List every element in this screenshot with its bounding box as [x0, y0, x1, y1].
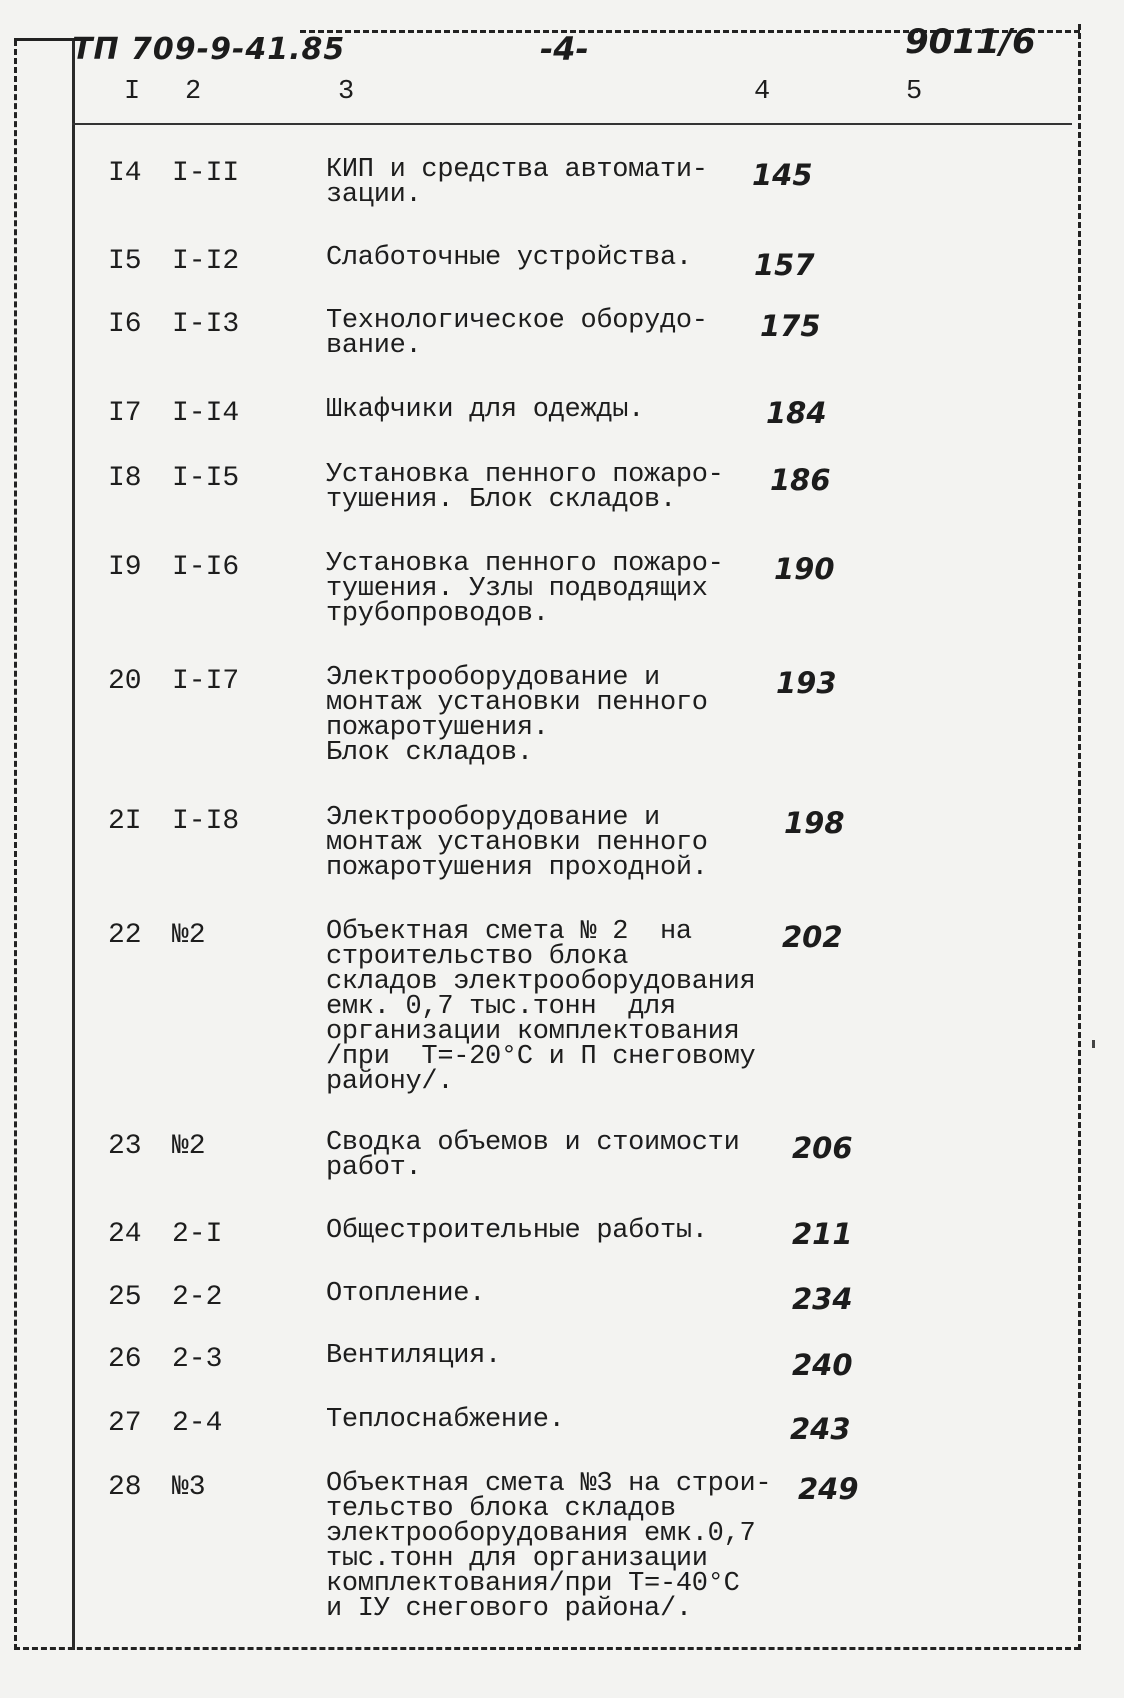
document-code: ТП 709-9-41.85 — [72, 32, 346, 67]
frame-top-border — [14, 38, 74, 41]
row-number: I6 — [108, 309, 142, 340]
row-description: Шкафчики для одежды. — [326, 395, 645, 425]
row-description: Технологическое оборудо- вание. — [326, 306, 708, 361]
row-description: КИП и средства автомати- зации. — [326, 155, 708, 210]
row-code: №2 — [172, 920, 206, 951]
header-rule — [72, 123, 1072, 125]
row-description: Электрооборудование и монтаж установки пенного пожаротушения. Блок складов. — [326, 663, 708, 768]
margin-mark — [1092, 1040, 1095, 1048]
row-code: I-I2 — [172, 246, 240, 277]
column-header-5: 5 — [906, 77, 923, 107]
row-number: 26 — [108, 1344, 142, 1375]
page-marker: -4- — [540, 30, 589, 68]
row-page: 184 — [766, 396, 827, 430]
row-description: Теплоснабжение. — [326, 1405, 565, 1435]
row-code: I-I5 — [172, 463, 240, 494]
row-code: I-I3 — [172, 309, 240, 340]
frame-left-border — [14, 40, 20, 1650]
row-number: 23 — [108, 1131, 142, 1162]
row-number: 22 — [108, 920, 142, 951]
row-page: 175 — [760, 309, 821, 343]
row-number: I9 — [108, 552, 142, 583]
inner-left-rule — [72, 40, 75, 1650]
row-description: Установка пенного пожаро- тушения. Узлы подводящих трубопроводов. — [326, 549, 724, 629]
row-code: I-I4 — [172, 398, 240, 429]
row-code: №3 — [172, 1472, 206, 1503]
row-code: I-I6 — [172, 552, 240, 583]
row-page: 206 — [792, 1131, 853, 1165]
row-description: Объектная смета №3 на строи- тельство блока складов электрооборудования емк.0,7 тыс.тонн для организации комплектования/при Т=-40°С и IУ снегового района/. — [326, 1469, 772, 1624]
row-description: Установка пенного пожаро- тушения. Блок складов. — [326, 460, 724, 515]
row-page: 193 — [776, 666, 837, 700]
row-code: 2-3 — [172, 1344, 223, 1375]
row-number: I4 — [108, 158, 142, 189]
row-description: Сводка объемов и стоимости работ. — [326, 1128, 740, 1183]
row-number: I7 — [108, 398, 142, 429]
frame-right-border — [1078, 24, 1081, 1650]
column-header-4: 4 — [754, 77, 771, 107]
row-page: 190 — [774, 552, 835, 586]
sheet-reference: 9011/6 — [905, 22, 1036, 62]
row-description: Отопление. — [326, 1279, 486, 1309]
row-code: №2 — [172, 1131, 206, 1162]
row-page: 145 — [752, 158, 813, 192]
row-code: I-II — [172, 158, 240, 189]
row-number: 20 — [108, 666, 142, 697]
row-page: 211 — [792, 1217, 853, 1251]
row-page: 234 — [792, 1282, 853, 1316]
row-page: 198 — [784, 806, 845, 840]
row-page: 186 — [770, 463, 831, 497]
row-description: Электрооборудование и монтаж установки пенного пожаротушения проходной. — [326, 803, 708, 883]
row-code: 2-2 — [172, 1282, 223, 1313]
row-number: 24 — [108, 1219, 142, 1250]
column-header-3: 3 — [338, 77, 355, 107]
row-page: 202 — [782, 920, 843, 954]
row-code: 2-I — [172, 1219, 223, 1250]
row-description: Слаботочные устройства. — [326, 243, 692, 273]
row-number: 28 — [108, 1472, 142, 1503]
row-number: 25 — [108, 1282, 142, 1313]
column-header-2: 2 — [185, 77, 202, 107]
frame-bottom-border — [14, 1647, 1080, 1653]
row-page: 157 — [754, 248, 815, 282]
row-page: 240 — [792, 1348, 853, 1382]
row-code: 2-4 — [172, 1408, 223, 1439]
row-page: 243 — [790, 1412, 851, 1446]
column-header-1: I — [124, 77, 141, 107]
row-number: I5 — [108, 246, 142, 277]
row-code: I-I8 — [172, 806, 240, 837]
row-description: Вентиляция. — [326, 1341, 501, 1371]
row-page: 249 — [798, 1472, 859, 1506]
row-code: I-I7 — [172, 666, 240, 697]
row-description: Общестроительные работы. — [326, 1216, 708, 1246]
row-number: I8 — [108, 463, 142, 494]
row-number: 27 — [108, 1408, 142, 1439]
row-description: Объектная смета № 2 на строительство блока складов электрооборудования емк. 0,7 тыс.тонн для организации комплектования /при Т=-20°С и П снеговому району/. — [326, 917, 756, 1097]
row-number: 2I — [108, 806, 142, 837]
